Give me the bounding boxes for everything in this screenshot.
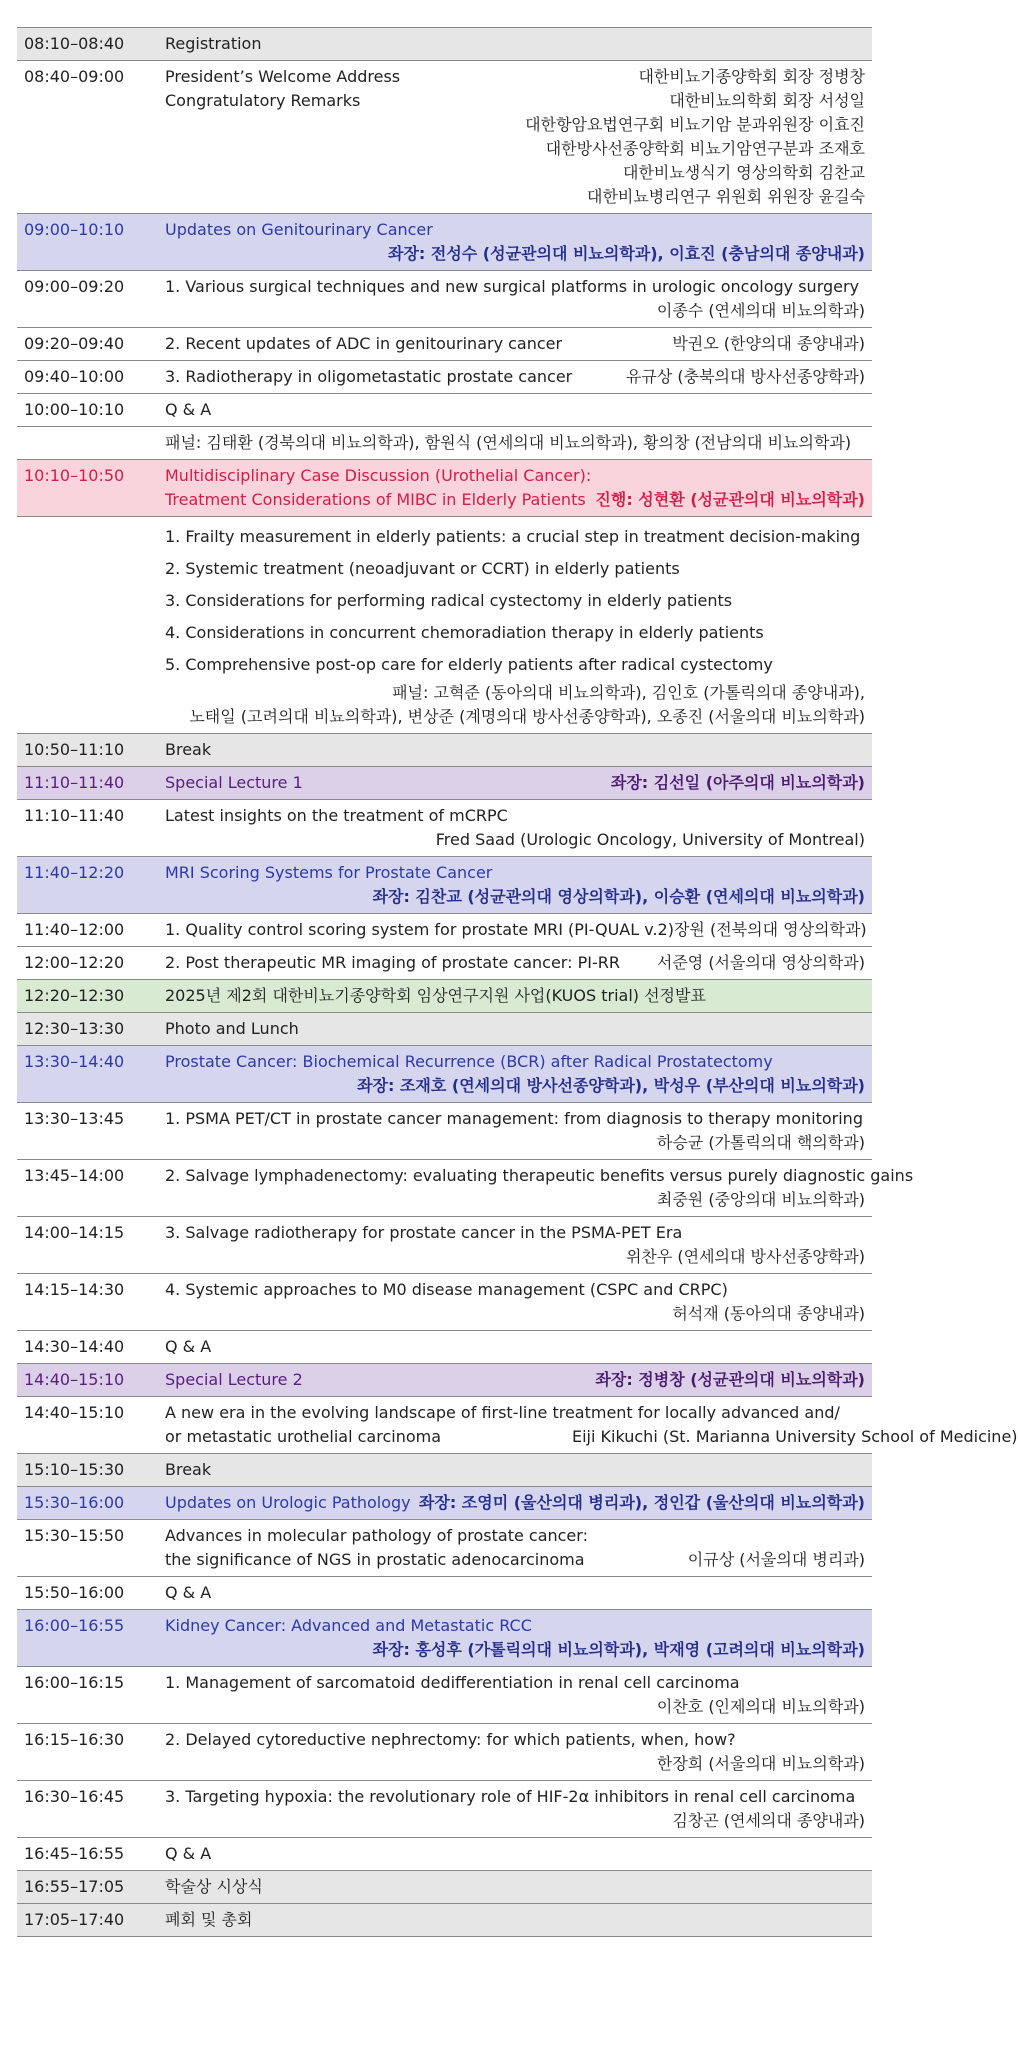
time-slot: 12:00–12:20 (24, 953, 125, 972)
time-slot: 15:30–15:50 (24, 1526, 125, 1545)
time-slot: 14:15–14:30 (24, 1280, 125, 1299)
schedule-row (17, 767, 872, 800)
schedule-row (17, 361, 872, 394)
talk-title: 1. PSMA PET/CT in prostate cancer management: from diagnosis to therapy monitoring (165, 1109, 863, 1128)
speaker-name: 이찬호 (인제의대 비뇨의학과) (656, 1697, 865, 1716)
time-slot: 12:30–13:30 (24, 1019, 125, 1038)
session-chair: 좌장: 김찬교 (성균관의대 영상의학과), 이승환 (연세의대 비뇨의학과) (372, 887, 865, 906)
session-body (165, 1017, 865, 1041)
session-body (165, 32, 865, 56)
session-body (165, 1458, 865, 1482)
speaker-name: 김창곤 (연세의대 종양내과) (672, 1811, 865, 1830)
schedule-row (17, 800, 872, 857)
time-slot: 17:05–17:40 (24, 1910, 125, 1929)
session-chair: 진행: 성현환 (성균관의대 비뇨의학과) (595, 490, 865, 509)
session-title: Multidisciplinary Case Discussion (Urothelial Cancer): (165, 466, 592, 485)
schedule-row (17, 1487, 872, 1520)
session-body (165, 1908, 865, 1932)
title-chair-line (165, 771, 865, 795)
welcome-line (165, 137, 865, 161)
time-slot: 09:00–10:10 (24, 220, 125, 239)
session-title: 폐회 및 총회 (165, 1910, 253, 1929)
session-body (165, 861, 865, 909)
session-body (165, 1050, 865, 1098)
schedule-row (17, 734, 872, 767)
session-chair: 좌장: 조재호 (연세의대 방사선종양학과), 박성우 (부산의대 비뇨의학과) (357, 1076, 865, 1095)
panel-members: 노태일 (고려의대 비뇨의학과), 변상준 (계명의대 방사선종양학과), 오종진 (서울의대 비뇨의학과) (189, 707, 865, 726)
speaker-name: 대한비뇨의학회 회장 서성일 (669, 91, 865, 110)
session-body (165, 1875, 865, 1899)
time-slot: 09:40–10:00 (24, 367, 125, 386)
session-title: Photo and Lunch (165, 1019, 299, 1038)
talk-title: 4. Systemic approaches to M0 disease management (CSPC and CRPC) (165, 1280, 728, 1299)
speaker-name: Eiji Kikuchi (St. Marianna University School of Medicine) (572, 1427, 1018, 1446)
title-chair-line (165, 1491, 865, 1515)
talk-title: 2. Recent updates of ADC in genitourinary cancer (165, 334, 563, 353)
schedule-row (17, 1781, 872, 1838)
time-slot: 14:40–15:10 (24, 1403, 125, 1422)
schedule-row (17, 1274, 872, 1331)
schedule-row (17, 27, 872, 61)
time-slot: 08:10–08:40 (24, 34, 125, 53)
session-title: Break (165, 740, 212, 759)
schedule-row (17, 947, 872, 980)
schedule-row (17, 1046, 872, 1103)
session-body (165, 1728, 865, 1776)
session-body (165, 1614, 865, 1662)
time-slot: 08:40–09:00 (24, 67, 125, 86)
session-title: Updates on Urologic Pathology (165, 1493, 411, 1512)
session-title: Break (165, 1460, 212, 1479)
time-slot: 16:00–16:15 (24, 1673, 125, 1692)
welcome-line (165, 161, 865, 185)
welcome-line (165, 185, 865, 209)
session-chair: 좌장: 홍성후 (가톨릭의대 비뇨의학과), 박재영 (고려의대 비뇨의학과) (372, 1640, 865, 1659)
talk-line (165, 951, 865, 975)
time-slot: 10:50–11:10 (24, 740, 125, 759)
session-title: Prostate Cancer: Biochemical Recurrence (BCR) after Radical Prostatectomy (165, 1052, 773, 1071)
session-body (165, 275, 865, 323)
time-slot: 12:20–12:30 (24, 986, 125, 1005)
speaker-name: 유규상 (충북의대 방사선종양학과) (625, 367, 865, 386)
time-slot: 09:20–09:40 (24, 334, 125, 353)
session-title: Q & A (165, 1583, 212, 1602)
schedule-row (17, 914, 872, 947)
speaker-name: 대한비뇨병리연구 위원회 위원장 윤길숙 (586, 187, 865, 206)
session-body (165, 1221, 865, 1269)
talk-title: A new era in the evolving landscape of first-line treatment for locally advanced and/ (165, 1403, 840, 1422)
session-body (165, 984, 865, 1008)
session-title: Treatment Considerations of MIBC in Elderly Patients (165, 490, 586, 509)
talk-line (165, 1425, 1018, 1449)
schedule-row (17, 857, 872, 914)
speaker-name: 대한방사선종양학회 비뇨기암연구분과 조재호 (545, 139, 865, 158)
program-schedule-table (17, 27, 1018, 1937)
session-chair: 좌장: 김선일 (아주의대 비뇨의학과) (610, 773, 865, 792)
speaker-name: 대한항암요법연구회 비뇨기암 분과위원장 이효진 (525, 115, 865, 134)
panel-members: 패널: 고혁준 (동아의대 비뇨의학과), 김인호 (가톨릭의대 종양내과), (392, 683, 865, 702)
talk-title: 3. Targeting hypoxia: the revolutionary role of HIF-2α inhibitors in renal cell carcinoma (165, 1787, 856, 1806)
schedule-row (17, 1397, 1018, 1454)
session-body (165, 951, 865, 975)
session-title: Q & A (165, 1844, 212, 1863)
talk-title: or metastatic urothelial carcinoma (165, 1427, 442, 1446)
session-body (165, 365, 865, 389)
schedule-row (17, 1871, 872, 1904)
time-slot: 16:55–17:05 (24, 1877, 125, 1896)
time-slot: 15:50–16:00 (24, 1583, 125, 1602)
time-slot: 14:40–15:10 (24, 1370, 125, 1389)
schedule-row (17, 1610, 872, 1667)
welcome-line (165, 65, 865, 89)
talk-line (165, 365, 865, 389)
session-body (165, 1491, 865, 1515)
speaker-name: 대한비뇨기종양학회 회장 정병창 (638, 67, 865, 86)
session-body (165, 918, 865, 942)
time-slot: 14:00–14:15 (24, 1223, 125, 1242)
session-chair: 좌장: 정병창 (성균관의대 비뇨의학과) (595, 1370, 865, 1389)
speaker-name: 이규상 (서울의대 병리과) (687, 1550, 865, 1569)
session-body (165, 1368, 865, 1392)
discussion-topic: 1. Frailty measurement in elderly patients: a crucial step in treatment decision-making (165, 527, 861, 546)
schedule-row (17, 1217, 872, 1274)
talk-title: 3. Radiotherapy in oligometastatic prostate cancer (165, 367, 573, 386)
schedule-row (17, 214, 872, 271)
talk-title: the significance of NGS in prostatic adenocarcinoma (165, 1550, 585, 1569)
session-title: 2025년 제2회 대한비뇨기종양학회 임상연구지원 사업(KUOS trial) 선정발표 (165, 986, 706, 1005)
welcome-line (165, 89, 865, 113)
time-slot: 15:10–15:30 (24, 1460, 125, 1479)
time-slot: 16:15–16:30 (24, 1730, 125, 1749)
time-slot: 16:45–16:55 (24, 1844, 125, 1863)
time-slot: 14:30–14:40 (24, 1337, 125, 1356)
session-body (165, 1842, 865, 1866)
session-body (165, 521, 865, 729)
time-slot: 10:00–10:10 (24, 400, 125, 419)
schedule-row (17, 1454, 872, 1487)
session-body (165, 1581, 865, 1605)
session-body (165, 1278, 865, 1326)
speaker-name: 하승균 (가톨릭의대 핵의학과) (656, 1133, 865, 1152)
schedule-row (17, 1364, 872, 1397)
schedule-row (17, 1724, 872, 1781)
schedule-row (17, 1013, 872, 1046)
talk-title: 1. Management of sarcomatoid dedifferentiation in renal cell carcinoma (165, 1673, 740, 1692)
title-chair-line (165, 1368, 865, 1392)
session-body (165, 771, 865, 795)
schedule-row (17, 1577, 872, 1610)
session-title: Kidney Cancer: Advanced and Metastatic RCC (165, 1616, 532, 1635)
session-body (165, 738, 865, 762)
session-title: 패널: 김태환 (경북의대 비뇨의학과), 함원식 (연세의대 비뇨의학과), 황의창 (전남의대 비뇨의학과) (165, 433, 852, 452)
schedule-row (17, 460, 872, 517)
speaker-name: 이종수 (연세의대 비뇨의학과) (656, 301, 865, 320)
talk-line (165, 1548, 865, 1572)
schedule-row (17, 517, 872, 734)
session-chair: 좌장: 전성수 (성균관의대 비뇨의학과), 이효진 (충남의대 종양내과) (387, 244, 865, 263)
schedule-row (17, 1160, 914, 1217)
schedule-row (17, 1520, 872, 1577)
talk-title: Latest insights on the treatment of mCRPC (165, 806, 508, 825)
speaker-name: 박권오 (한양의대 종양내과) (672, 334, 865, 353)
session-title: Congratulatory Remarks (165, 91, 361, 110)
schedule-row (17, 328, 872, 361)
time-slot: 11:10–11:40 (24, 773, 125, 792)
time-slot: 13:45–14:00 (24, 1166, 125, 1185)
time-slot: 13:30–13:45 (24, 1109, 125, 1128)
schedule-row (17, 1838, 872, 1871)
session-chair: 좌장: 조영미 (울산의대 병리과), 정인갑 (울산의대 비뇨의학과) (418, 1493, 865, 1512)
time-slot: 16:00–16:55 (24, 1616, 125, 1635)
schedule-row (17, 394, 872, 427)
discussion-topic: 3. Considerations for performing radical cystectomy in elderly patients (165, 591, 733, 610)
talk-title: 1. Various surgical techniques and new surgical platforms in urologic oncology surgery (165, 277, 860, 296)
session-body (165, 1671, 865, 1719)
schedule-row (17, 271, 872, 328)
session-body (165, 1164, 914, 1212)
session-title: Q & A (165, 1337, 212, 1356)
schedule-row (17, 1103, 872, 1160)
session-body (165, 1785, 865, 1833)
speaker-name: 허석재 (동아의대 종양내과) (672, 1304, 865, 1323)
session-body (165, 398, 865, 422)
session-body (165, 1524, 865, 1572)
session-title: Special Lecture 2 (165, 1370, 303, 1389)
session-title: Registration (165, 34, 262, 53)
schedule-row (17, 427, 872, 460)
talk-title: 1. Quality control scoring system for prostate MRI (PI-QUAL v.2) (165, 920, 674, 939)
schedule-row (17, 1331, 872, 1364)
session-body (165, 804, 865, 852)
session-body (165, 431, 865, 455)
discussion-topic: 4. Considerations in concurrent chemoradiation therapy in elderly patients (165, 623, 764, 642)
talk-title: 2. Post therapeutic MR imaging of prostate cancer: PI-RR (165, 953, 620, 972)
schedule-row (17, 1904, 872, 1937)
schedule-row (17, 61, 872, 214)
session-title: Updates on Genitourinary Cancer (165, 220, 433, 239)
session-title: MRI Scoring Systems for Prostate Cancer (165, 863, 493, 882)
session-title: Q & A (165, 400, 212, 419)
time-slot: 09:00–09:20 (24, 277, 125, 296)
session-body (165, 65, 865, 209)
talk-title: Advances in molecular pathology of prostate cancer: (165, 1526, 588, 1545)
speaker-name: 서준영 (서울의대 영상의학과) (656, 953, 865, 972)
speaker-name: 최중원 (중앙의대 비뇨의학과) (656, 1190, 865, 1209)
schedule-row (17, 1667, 872, 1724)
talk-title: 2. Salvage lymphadenectomy: evaluating therapeutic benefits versus purely diagnostic gains (165, 1166, 914, 1185)
session-title: President’s Welcome Address (165, 67, 401, 86)
time-slot: 11:40–12:20 (24, 863, 125, 882)
time-slot: 15:30–16:00 (24, 1493, 125, 1512)
session-title: Special Lecture 1 (165, 773, 303, 792)
session-body (165, 464, 865, 512)
talk-title: 3. Salvage radiotherapy for prostate cancer in the PSMA-PET Era (165, 1223, 683, 1242)
welcome-line (165, 113, 865, 137)
session-title: 학술상 시상식 (165, 1877, 263, 1896)
speaker-name: 위찬우 (연세의대 방사선종양학과) (625, 1247, 865, 1266)
speaker-name: 장원 (전북의대 영상의학과) (673, 920, 867, 939)
title-chair-line (165, 488, 865, 512)
talk-line (165, 332, 865, 356)
talk-title: 2. Delayed cytoreductive nephrectomy: for which patients, when, how? (165, 1730, 736, 1749)
discussion-topic: 5. Comprehensive post-op care for elderly patients after radical cystectomy (165, 655, 773, 674)
session-body (165, 1335, 865, 1359)
speaker-name: 대한비뇨생식기 영상의학회 김찬교 (622, 163, 865, 182)
session-body (165, 218, 865, 266)
time-slot: 16:30–16:45 (24, 1787, 125, 1806)
time-slot: 11:40–12:00 (24, 920, 125, 939)
schedule-row (17, 980, 872, 1013)
session-body (165, 1107, 865, 1155)
talk-line (165, 918, 865, 942)
time-slot: 10:10–10:50 (24, 466, 125, 485)
session-body (165, 332, 865, 356)
discussion-topic: 2. Systemic treatment (neoadjuvant or CCRT) in elderly patients (165, 559, 680, 578)
time-slot: 13:30–14:40 (24, 1052, 125, 1071)
time-slot: 11:10–11:40 (24, 806, 125, 825)
speaker-name: Fred Saad (Urologic Oncology, University of Montreal) (435, 830, 865, 849)
session-body (165, 1401, 1018, 1449)
speaker-name: 한장희 (서울의대 비뇨의학과) (656, 1754, 865, 1773)
